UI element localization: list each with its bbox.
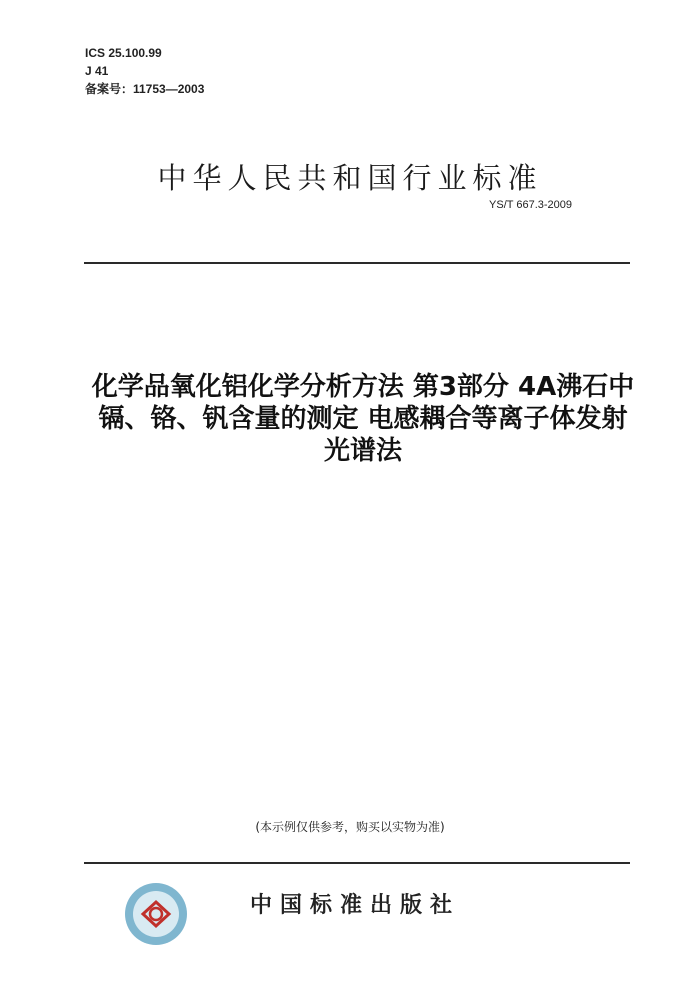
- record-number: 备案号：11753—2003: [85, 82, 205, 96]
- bottom-divider: [84, 862, 630, 864]
- document-title-line: 化学品氧化铝化学分析方法 第3部分 4A沸石中: [91, 372, 635, 402]
- ics-code: ICS 25.100.99: [85, 46, 162, 60]
- standard-type-title: 中华人民共和国行业标准: [157, 161, 543, 195]
- top-divider: [84, 262, 630, 264]
- logo-inner-disc: [133, 891, 179, 937]
- category-code: J 41: [85, 64, 109, 78]
- sample-note: (本示例仅供参考，购买以实物为准): [255, 820, 445, 834]
- document-title-line: 光谱法: [323, 436, 402, 466]
- publisher-name: 中国标准出版社: [249, 893, 460, 918]
- classification-block: [85, 44, 204, 98]
- document-title: [40, 371, 686, 467]
- standard-code: YS/T 667.3-2009: [489, 199, 572, 211]
- document-title-line: 镉、铬、钒含量的测定 电感耦合等离子体发射: [98, 404, 628, 434]
- publisher-logo: [123, 881, 189, 947]
